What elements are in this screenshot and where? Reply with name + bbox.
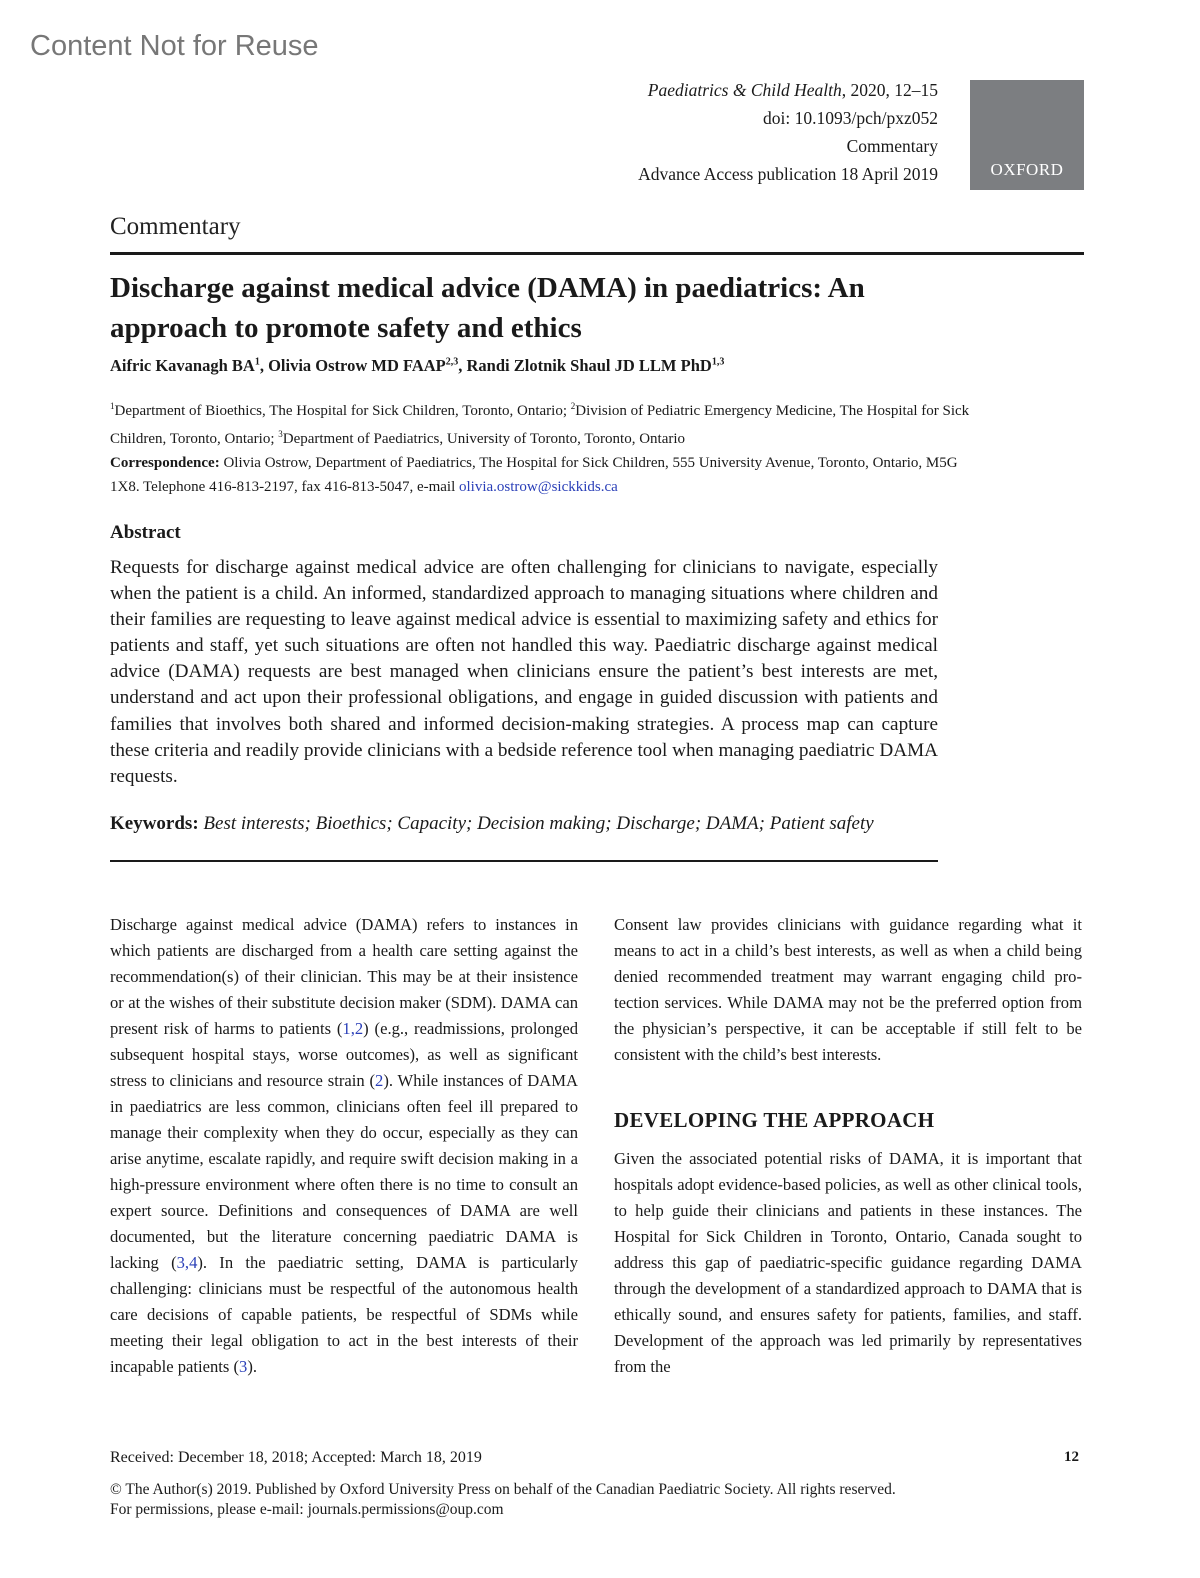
header-rule — [110, 252, 1084, 255]
affiliation-mark: 3 — [278, 429, 283, 439]
title-line-2: approach to promote safety and ethics — [110, 312, 582, 344]
copyright — [110, 1480, 1010, 1520]
article-type: Commentary — [846, 136, 938, 156]
journal-citation — [418, 76, 938, 104]
affiliation-1: Department of Bioethics, The Hospital for Sick Children, Toronto, Ontario; — [114, 403, 571, 419]
body-text: ). While instances of DAMA in paediatrics are less common, clinicians often feel ill prepared to manage their complexity when they do occur, especially as they can arise anytime, escalate rapidly, and require swift decision making in a high-pressure environment where often there is no time to consult an expert source. Definitions and consequences of DAMA are well documented, but the literature concerning paediatric DAMA is lacking ( — [110, 1071, 578, 1272]
abstract-heading: Abstract — [110, 522, 181, 543]
affiliation-mark: 1 — [110, 401, 115, 411]
author-name: Randi Zlotnik Shaul JD LLM PhD — [466, 356, 712, 375]
body-column-right-bottom — [614, 1146, 1082, 1380]
permissions-line: For permissions, please e-mail: journals.permissions@oup.com — [110, 1501, 504, 1518]
watermark: Content Not for Reuse — [30, 30, 319, 62]
affiliation-mark: 2 — [570, 401, 576, 411]
section-heading: DEVELOPING THE APPROACH — [614, 1108, 935, 1132]
author-affiliation-mark: 1 — [254, 356, 260, 368]
body-text: Discharge against medical advice (DAMA) refers to instances in which patients are discharged from a health care setting against the recommendation(s) of their clinician. This may be at their insistence or at the wishes of their substitute decision maker (SDM). DAMA can present risk of harms to patients ( — [110, 915, 578, 1038]
author-name: Aifric Kavanagh BA — [110, 356, 255, 375]
reference-link[interactable]: 3,4 — [176, 1253, 198, 1272]
title-line-1: Discharge against medical advice (DAMA) in paediatrics: An — [110, 272, 865, 304]
citation-rest: , 2020, 12–15 — [841, 80, 938, 100]
body-paragraph: Consent law provides clinicians with guidance regarding what it means to act in a child’s best interests, as well as when a child being denied recommended treatment may warrant engaging child protection services. While DAMA may not be the preferred option from the physician’s perspective, it can be acceptable if still felt to be consistent with the child’s best interests. — [614, 915, 1082, 1064]
article-title — [110, 268, 1010, 348]
abstract-text: Requests for discharge against medical advice are often challenging for clinicians to navigate, especially when the patient is a child. An informed, standardized approach to managing situations where children and their families are requesting to leave against medical advice is essential to maximizing safety and ethics for patients and staff, yet such situations are often not handled this way. Paediatric discharge against medical advice (DAMA) requests are best managed when clinicians ensure the patient’s best interests are met, understand and act upon their professional obligations, and engage in guided discussion with patients and families that involves both shared and informed decision-making strategies. A process map can capture these criteria and readily provide clinicians with a bedside reference tool when managing paediatric DAMA requests. — [110, 557, 938, 787]
keywords-label: Keywords: — [110, 813, 199, 834]
journal-meta — [418, 76, 938, 188]
advance-access: Advance Access publication 18 April 2019 — [638, 164, 938, 184]
author-separator: , — [259, 356, 269, 375]
affiliation-3: Department of Paediatrics, University of Toronto, Toronto, Ontario — [282, 431, 686, 447]
body-text: ). In the paediatric setting, DAMA is particularly challenging: clinicians must be respectful of the autonomous health care decisions of capable patients, be respectful of SDMs while meeting their legal obligation to act in the best interests of their incapable patients ( — [110, 1253, 578, 1376]
received-dates: Received: December 18, 2018; Accepted: March 18, 2019 — [110, 1449, 482, 1466]
author-separator: , — [458, 356, 467, 375]
abstract-rule — [110, 860, 938, 862]
affiliations — [110, 395, 970, 451]
reference-link[interactable]: 3 — [239, 1357, 248, 1376]
publisher-logo: OXFORD — [970, 80, 1084, 190]
body-text: ) (e.g., readmissions, prolonged subsequent hospital stays, worse outcomes), as well as significant stress to clinicians and resource strain ( — [110, 1019, 579, 1090]
reference-link[interactable]: 1,2 — [342, 1019, 364, 1038]
page-number: 12 — [1064, 1449, 1079, 1465]
correspondence-email-link[interactable]: olivia.ostrow@sickkids.ca — [459, 479, 618, 495]
body-text: ). — [247, 1357, 257, 1376]
body-paragraph: Given the associated potential risks of DAMA, it is important that hospitals adopt evidence-based policies, as well as other clinical tools, to help guide their clinicians and patients in these instances. The Hospital for Sick Children in Toronto, Ontario, Canada sought to address this gap of paediatric-specific guidance regarding DAMA through the development of a standardized approach to DAMA that is ethically sound, and ensures safety for patients, families, and staff. Development of the approach was led primarily by representatives from the — [614, 1149, 1082, 1376]
author-affiliation-mark: 1,3 — [711, 356, 725, 368]
keywords-text: Best interests; Bioethics; Capacity; Decision making; Discharge; DAMA; Patient safety — [198, 813, 874, 834]
body-column-right-top — [614, 912, 1082, 1068]
body-paragraph — [110, 912, 578, 1380]
body-column-left — [110, 912, 578, 1380]
author-name: Olivia Ostrow MD FAAP — [268, 356, 446, 375]
keywords — [110, 813, 874, 835]
journal-name: Paediatrics & Child Health — [647, 80, 842, 100]
doi[interactable]: doi: 10.1093/pch/pxz052 — [763, 108, 938, 128]
author-list — [110, 356, 724, 376]
copyright-line: © The Author(s) 2019. Published by Oxford University Press on behalf of the Canadian Paediatric Society. All rights reserved. — [110, 1481, 896, 1498]
affiliation-2: Division of Pediatric Emergency Medicine, The Hospital for Sick Children, Toronto, Ontario; — [110, 403, 970, 447]
section-label: Commentary — [110, 213, 241, 240]
correspondence-text: Olivia Ostrow, Department of Paediatrics, The Hospital for Sick Children, 555 University Avenue, Toronto, Ontario, M5G 1X8. Telephone 416-813-2197, fax 416-813-5047, e-mail — [110, 455, 958, 495]
correspondence — [110, 451, 970, 499]
author-affiliation-mark: 2,3 — [445, 356, 459, 368]
reference-link[interactable]: 2 — [375, 1071, 384, 1090]
correspondence-label: Correspondence: — [110, 455, 220, 471]
